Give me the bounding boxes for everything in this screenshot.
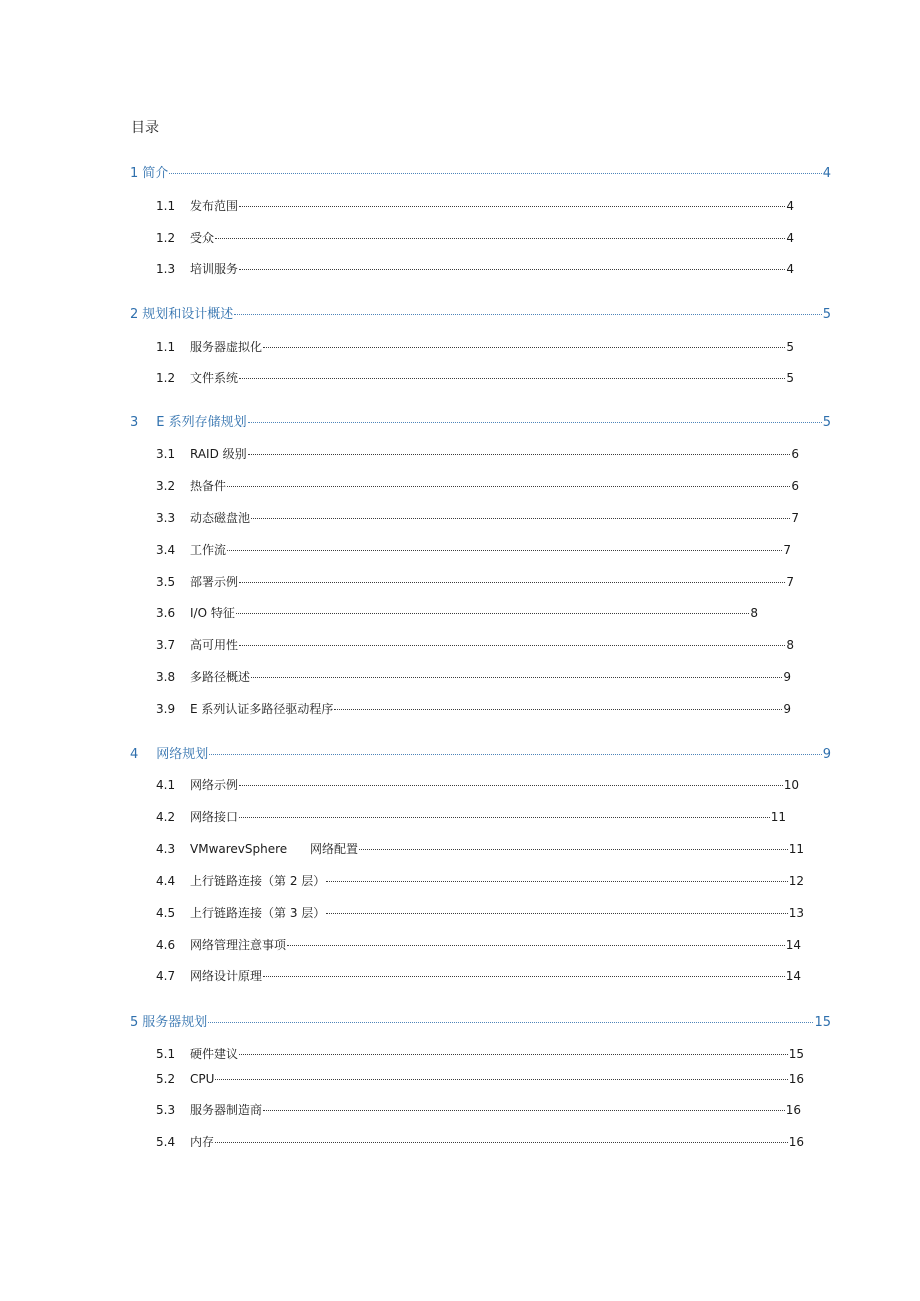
toc-section-entry[interactable] xyxy=(156,936,801,953)
toc-entry-title: 部署示例 xyxy=(190,575,239,589)
toc-entry-title: 规划和设计概述 xyxy=(142,307,234,322)
toc-dot-leader xyxy=(239,1054,788,1055)
toc-entry-title: E 系列认证多路径驱动程序 xyxy=(190,702,334,716)
toc-section-entry[interactable] xyxy=(156,668,791,685)
toc-page-number: 15 xyxy=(788,1047,804,1061)
toc-section-entry[interactable] xyxy=(156,636,794,653)
toc-section-entry[interactable] xyxy=(156,477,799,494)
toc-dot-leader xyxy=(239,269,785,270)
toc-page-number: 6 xyxy=(791,447,799,461)
toc-dot-leader xyxy=(215,1142,788,1143)
toc-page-number: 5 xyxy=(786,371,794,385)
toc-entry-title: 服务器虚拟化 xyxy=(190,340,263,354)
toc-dot-leader xyxy=(239,378,785,379)
toc-page-number: 6 xyxy=(791,479,799,493)
toc-page-number: 8 xyxy=(750,606,758,620)
toc-entry-title: 工作流 xyxy=(190,543,227,557)
toc-entry-title: 热备件 xyxy=(190,479,227,493)
toc-entry-number: 3.8 xyxy=(156,670,176,684)
toc-entry-title: 硬件建议 xyxy=(190,1047,239,1061)
toc-page-number: 16 xyxy=(788,1135,804,1149)
toc-entry-number: 3.2 xyxy=(156,479,176,493)
toc-dot-leader xyxy=(236,613,750,614)
toc-dot-leader xyxy=(239,582,785,583)
toc-chapter-entry[interactable] xyxy=(130,303,831,322)
toc-section-entry[interactable] xyxy=(156,1072,804,1086)
toc-entry-title: RAID 级别 xyxy=(190,447,247,461)
toc-section-entry[interactable] xyxy=(156,776,799,793)
toc-entry-title: 网络设计原理 xyxy=(190,969,263,983)
toc-section-entry[interactable] xyxy=(156,229,794,246)
toc-dot-leader xyxy=(248,422,822,423)
toc-dot-leader xyxy=(239,785,783,786)
toc-entry-number: 1.2 xyxy=(156,231,176,245)
toc-section-entry[interactable] xyxy=(156,872,804,889)
toc-section-entry[interactable] xyxy=(156,260,794,277)
toc-section-entry[interactable] xyxy=(156,904,804,921)
toc-section-entry[interactable] xyxy=(156,445,799,462)
toc-page-number: 16 xyxy=(788,1072,804,1086)
toc-page-number: 4 xyxy=(786,231,794,245)
toc-title: 目录 xyxy=(131,120,159,136)
toc-dot-leader xyxy=(326,881,787,882)
toc-section-entry[interactable] xyxy=(156,1133,804,1150)
toc-section-entry[interactable] xyxy=(156,338,794,355)
toc-entry-number: 4 xyxy=(130,747,139,762)
toc-page-number: 10 xyxy=(783,778,799,792)
toc-dot-leader xyxy=(215,238,785,239)
toc-section-entry[interactable] xyxy=(156,967,801,984)
toc-dot-leader xyxy=(326,913,787,914)
toc-section-entry[interactable] xyxy=(156,197,794,214)
toc-page-number: 12 xyxy=(788,874,804,888)
toc-dot-leader xyxy=(248,454,791,455)
toc-page-number: 8 xyxy=(786,638,794,652)
toc-entry-number: 3.1 xyxy=(156,447,176,461)
toc-entry-title: 发布范围 xyxy=(190,199,239,213)
toc-section-entry[interactable] xyxy=(156,541,791,558)
toc-entry-title: 服务器制造商 xyxy=(190,1103,263,1117)
toc-entry-title: 网络示例 xyxy=(190,778,239,792)
toc-entry-number: 3.9 xyxy=(156,702,176,716)
toc-entry-number: 3.6 xyxy=(156,606,176,620)
toc-page-number: 7 xyxy=(786,575,794,589)
toc-chapter-entry[interactable] xyxy=(130,1011,831,1030)
toc-dot-leader xyxy=(239,645,785,646)
toc-page-number: 16 xyxy=(785,1103,801,1117)
toc-dot-leader xyxy=(234,314,821,315)
toc-entry-title: 内存 xyxy=(190,1135,215,1149)
toc-entry-number: 4.7 xyxy=(156,969,176,983)
toc-page-number: 11 xyxy=(788,842,804,856)
toc-entry-title: I/O 特征 xyxy=(190,606,235,620)
toc-entry-number: 2 xyxy=(130,307,139,322)
toc-entry-title: VMwarevSphere 网络配置 xyxy=(190,842,359,856)
toc-dot-leader xyxy=(334,709,782,710)
toc-page-number: 7 xyxy=(783,543,791,557)
toc-dot-leader xyxy=(208,1022,813,1023)
toc-entry-title: 简介 xyxy=(142,166,169,181)
toc-dot-leader xyxy=(215,1079,787,1080)
toc-entry-number: 4.4 xyxy=(156,874,176,888)
toc-entry-number: 1.3 xyxy=(156,262,176,276)
toc-dot-leader xyxy=(227,486,790,487)
toc-entry-number: 3 xyxy=(130,415,139,430)
toc-page-number: 5 xyxy=(786,340,794,354)
toc-section-entry[interactable] xyxy=(156,573,794,590)
toc-entry-number: 5.4 xyxy=(156,1135,176,1149)
toc-entry-number: 1.1 xyxy=(156,199,176,213)
toc-page-number: 5 xyxy=(822,415,831,430)
toc-entry-title: 网络规划 xyxy=(156,747,209,762)
toc-chapter-entry[interactable] xyxy=(130,162,831,181)
toc-page-number: 4 xyxy=(786,199,794,213)
toc-entry-title: 文件系统 xyxy=(190,371,239,385)
toc-dot-leader xyxy=(251,518,790,519)
toc-page-number: 14 xyxy=(785,969,801,983)
toc-section-entry[interactable] xyxy=(156,369,794,386)
toc-entry-number: 1.2 xyxy=(156,371,176,385)
toc-page-number: 7 xyxy=(791,511,799,525)
toc-section-entry[interactable] xyxy=(156,840,804,857)
toc-entry-number: 3.5 xyxy=(156,575,176,589)
toc-page-number: 4 xyxy=(786,262,794,276)
toc-page-number: 11 xyxy=(770,810,786,824)
toc-entry-number: 5.3 xyxy=(156,1103,176,1117)
toc-entry-number: 5.2 xyxy=(156,1072,176,1086)
toc-entry-title: 上行链路连接（第 3 层） xyxy=(190,906,326,920)
toc-dot-leader xyxy=(263,1110,785,1111)
toc-entry-title: 多路径概述 xyxy=(190,670,251,684)
toc-entry-number: 4.2 xyxy=(156,810,176,824)
toc-dot-leader xyxy=(169,173,821,174)
toc-entry-title: CPU xyxy=(190,1072,215,1086)
toc-entry-title: 高可用性 xyxy=(190,638,239,652)
toc-page-number: 14 xyxy=(785,938,801,952)
toc-dot-leader xyxy=(359,849,788,850)
toc-section-entry[interactable] xyxy=(156,509,799,526)
toc-entry-title: 网络管理注意事项 xyxy=(190,938,287,952)
toc-dot-leader xyxy=(239,206,785,207)
toc-dot-leader xyxy=(263,976,785,977)
toc-entry-number: 3.7 xyxy=(156,638,176,652)
toc-page-number: 9 xyxy=(822,747,831,762)
toc-entry-number: 4.1 xyxy=(156,778,176,792)
toc-section-entry[interactable] xyxy=(156,1045,804,1062)
toc-page-number: 9 xyxy=(783,670,791,684)
toc-entry-number: 1 xyxy=(130,166,139,181)
toc-page-number: 15 xyxy=(814,1015,831,1030)
toc-chapter-entry[interactable] xyxy=(130,411,831,430)
toc-entry-number: 4.5 xyxy=(156,906,176,920)
toc-page-number: 5 xyxy=(822,307,831,322)
toc-page-number: 13 xyxy=(788,906,804,920)
toc-dot-leader xyxy=(227,550,782,551)
toc-entry-number: 3.3 xyxy=(156,511,176,525)
toc-dot-leader xyxy=(239,817,770,818)
toc-entry-number: 5 xyxy=(130,1015,139,1030)
toc-entry-number: 4.3 xyxy=(156,842,176,856)
toc-entry-title: 培训服务 xyxy=(190,262,239,276)
toc-entry-title: 服务器规划 xyxy=(142,1015,208,1030)
toc-dot-leader xyxy=(263,347,785,348)
toc-section-entry[interactable] xyxy=(156,808,786,825)
toc-entry-title: 受众 xyxy=(190,231,215,245)
toc-page-number: 4 xyxy=(822,166,831,181)
toc-entry-title: 上行链路连接（第 2 层） xyxy=(190,874,326,888)
toc-section-entry[interactable] xyxy=(156,604,758,621)
toc-entry-title: 网络接口 xyxy=(190,810,239,824)
toc-entry-number: 1.1 xyxy=(156,340,176,354)
toc-page-number: 9 xyxy=(783,702,791,716)
toc-entry-number: 3.4 xyxy=(156,543,176,557)
toc-dot-leader xyxy=(287,945,785,946)
toc-dot-leader xyxy=(209,754,821,755)
toc-entry-number: 5.1 xyxy=(156,1047,176,1061)
toc-chapter-entry[interactable] xyxy=(130,743,831,762)
toc-dot-leader xyxy=(251,677,782,678)
toc-entry-title: E 系列存储规划 xyxy=(156,415,247,430)
toc-section-entry[interactable] xyxy=(156,700,791,717)
toc-entry-title: 动态磁盘池 xyxy=(190,511,251,525)
toc-section-entry[interactable] xyxy=(156,1101,801,1118)
toc-entry-number: 4.6 xyxy=(156,938,176,952)
